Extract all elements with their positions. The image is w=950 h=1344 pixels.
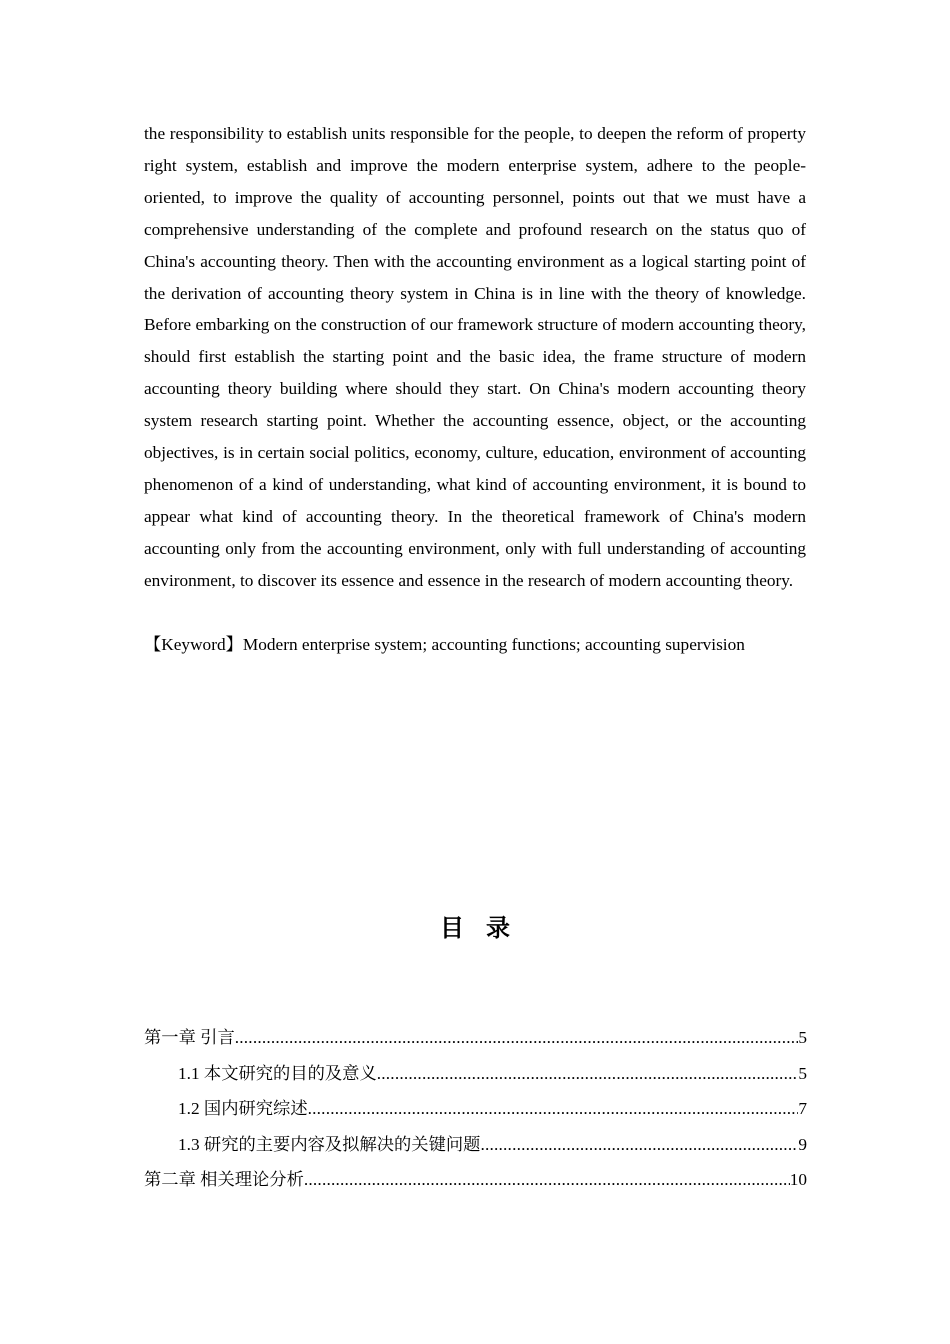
toc-dot-leader — [480, 1129, 798, 1161]
toc-entry-label: 第一章 引言 — [144, 1028, 235, 1047]
toc-entry-page: 5 — [798, 1063, 807, 1083]
table-of-contents — [144, 1022, 807, 1200]
toc-dot-leader — [308, 1093, 799, 1125]
toc-dot-leader — [304, 1164, 790, 1196]
toc-entry-label: 1.2 国内研究综述 — [178, 1099, 308, 1118]
toc-entry-page: 10 — [789, 1170, 807, 1189]
toc-dot-leader — [235, 1022, 799, 1054]
toc-entry-page: 7 — [798, 1099, 807, 1118]
keyword-label: 【Keyword】 — [144, 634, 243, 654]
toc-entry-page: 9 — [798, 1134, 807, 1154]
keyword-list: Modern enterprise system; accounting functions; accounting supervision — [242, 634, 745, 654]
toc-entry-page: 5 — [798, 1028, 807, 1047]
toc-entry-chapter-2[interactable] — [144, 1164, 807, 1200]
toc-entry-section-1-3[interactable] — [144, 1129, 807, 1165]
abstract-body: the responsibility to establish units responsible for the people, to deepen the reform of property right system, establish and improve the modern enterprise system, adhere to the people-oriented, to improve the quality of accounting personnel, points out that we must have a comprehensive understanding of the complete and profound research on the status quo of China's accounting theory. Then with the accounting environment as a logical starting point of the derivation of accounting theory system in China is in line with the theory of knowledge. Before embarking on the construction of our framework structure of modern accounting theory, should first establish the starting point and the basic idea, the frame structure of modern accounting theory building where should they start. On China's modern accounting theory system research starting point. Whether the accounting essence, object, or the accounting objectives, is in certain social politics, economy, culture, education, environment of accounting phenomenon of a kind of understanding, what kind of accounting environment, it is bound to appear what kind of accounting theory. In the theoretical framework of China's modern accounting only from the accounting environment, only with full understanding of accounting environment, to discover its essence and essence in the research of modern accounting theory. — [144, 124, 806, 590]
toc-entry-label: 1.1 本文研究的目的及意义 — [178, 1063, 377, 1083]
toc-entry-label: 1.3 研究的主要内容及拟解决的关键问题 — [178, 1134, 481, 1154]
toc-dot-leader — [377, 1058, 799, 1090]
abstract-section — [144, 118, 806, 661]
keyword-line — [144, 629, 806, 661]
toc-entry-section-1-2[interactable] — [144, 1093, 807, 1129]
toc-entry-chapter-1[interactable] — [144, 1022, 807, 1058]
toc-entry-label: 第二章 相关理论分析 — [144, 1170, 304, 1189]
toc-entry-section-1-1[interactable] — [144, 1058, 807, 1094]
toc-title: 目录 — [440, 914, 532, 942]
